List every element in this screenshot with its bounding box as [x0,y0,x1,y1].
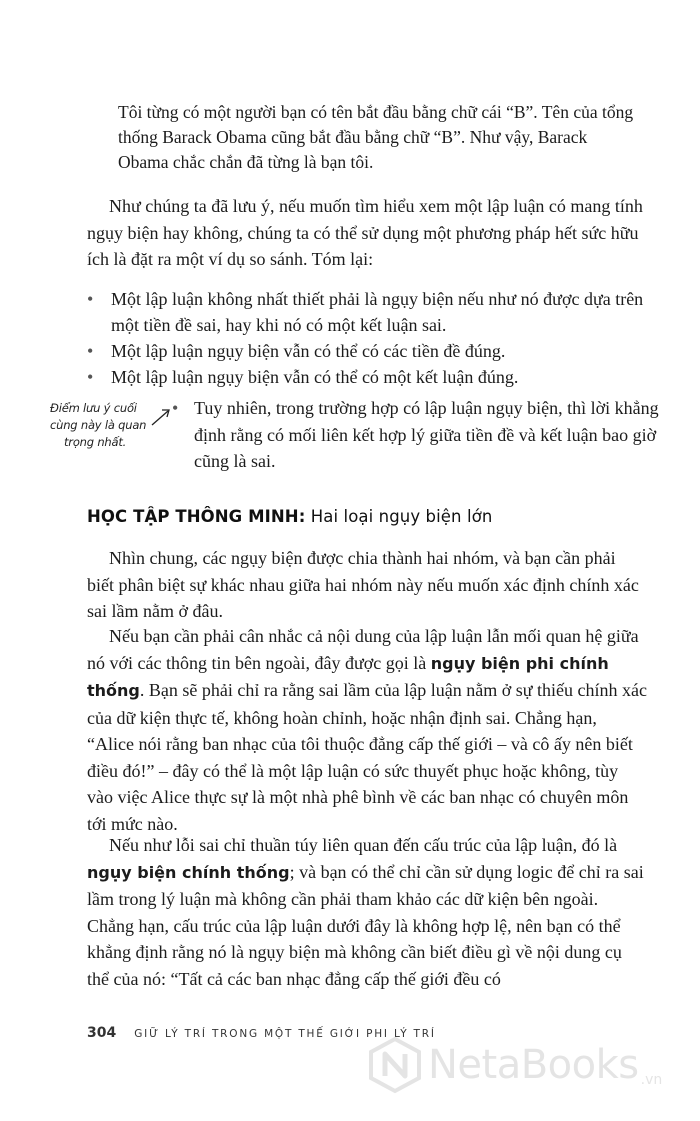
bullet-item: • Một lập luận ngụy biện vẫn có thể có các tiền đề đúng. [87,338,657,364]
bullet-dot-icon: • [87,341,94,361]
formal-fallacy-term: ngụy biện chính thống [87,862,290,882]
running-book-title: GIỮ LÝ TRÍ TRONG MỘT THẾ GIỚI PHI LÝ TRÍ [134,1028,436,1040]
summary-bullet-list [87,286,657,390]
bullet-item: • Một lập luận không nhất thiết phải là ngụy biện nếu như nó được dựa trên một tiền đề sai, hay khi nó có một kết luận sai. [87,286,657,338]
section-heading: HỌC TẬP THÔNG MINH: Hai loại ngụy biện lớn [87,507,493,526]
informal-fallacy-term: ngụy biện phi chính thống [87,653,609,700]
netabooks-logo-icon [366,1036,424,1094]
intro-paragraph: Như chúng ta đã lưu ý, nếu muốn tìm hiểu xem một lập luận có mang tính ngụy biện hay không, chúng ta có thể sử dụng một phương pháp hết sức hữu ích là đặt ra một ví dụ so sánh. Tóm lại: [87,196,643,269]
netabooks-watermark: NetaBooks .vn [366,1036,662,1094]
bullet-dot-icon: • [87,367,94,387]
handwritten-margin-note: Điểm lưu ý cuối cùng này là quan trọng nhất. [50,401,147,449]
groups-paragraph: Nhìn chung, các ngụy biện được chia thành hai nhóm, và bạn cần phải biết phân biệt sự khác nhau giữa hai nhóm này nếu muốn xác định chính xác sai lầm nằm ở đâu. [87,548,639,621]
page-number: 304 [87,1025,117,1041]
example-quote: Tôi từng có một người bạn có tên bắt đầu bằng chữ cái “B”. Tên của tổng thống Barack Obama cũng bắt đầu bằng chữ “B”. Như vậy, Barack Obama chắc chắn đã từng là bạn tôi. [118,102,634,172]
bullet-dot-icon: • [172,398,179,418]
formal-fallacy-paragraph: Nếu như lỗi sai chỉ thuần túy liên quan đến cấu trúc của lập luận, đó là ngụy biện chính thống; và bạn có thể chỉ cần sử dụng logic để chỉ ra sai lầm trong lý luận mà không cần phải tham khảo các dữ kiện bên ngoài. Chẳng hạn, cấu trúc của lập luận dưới đây là không hợp lệ, nên bạn có thể khẳng định rằng nó là ngụy biện mà không cần biết điều gì về nội dung cụ thể của nó: “Tất cả các ban nhạc đẳng cấp thế giới đều có [87,835,644,989]
informal-fallacy-paragraph: Nếu bạn cần phải cân nhắc cả nội dung của lập luận lẫn mối quan hệ giữa nó với các thông tin bên ngoài, đây được gọi là ngụy biện phi chính thống. Bạn sẽ phải chỉ ra rằng sai lầm của lập luận nằm ở sự thiếu chính xác của dữ kiện thực tế, không hoàn chỉnh, hoặc nhận định sai. Chẳng hạn, “Alice nói rằng ban nhạc của tôi thuộc đẳng cấp thế giới – và cô ấy nên biết điều đó!” – đây có thể là một lập luận có sức thuyết phục hoặc không, tùy vào việc Alice thực sự là một nhà phê bình về các ban nhạc có chuyên môn tới mức nào. [87,626,647,834]
bullet-item: • Một lập luận ngụy biện vẫn có thể có một kết luận đúng. [87,364,657,390]
bullet-dot-icon: • [87,289,94,309]
bullet-item-important: • Tuy nhiên, trong trường hợp có lập luận ngụy biện, thì lời khẳng định rằng có mối liên kết hợp lý giữa tiền đề và kết luận bao giờ cũng là sai. [172,395,674,475]
